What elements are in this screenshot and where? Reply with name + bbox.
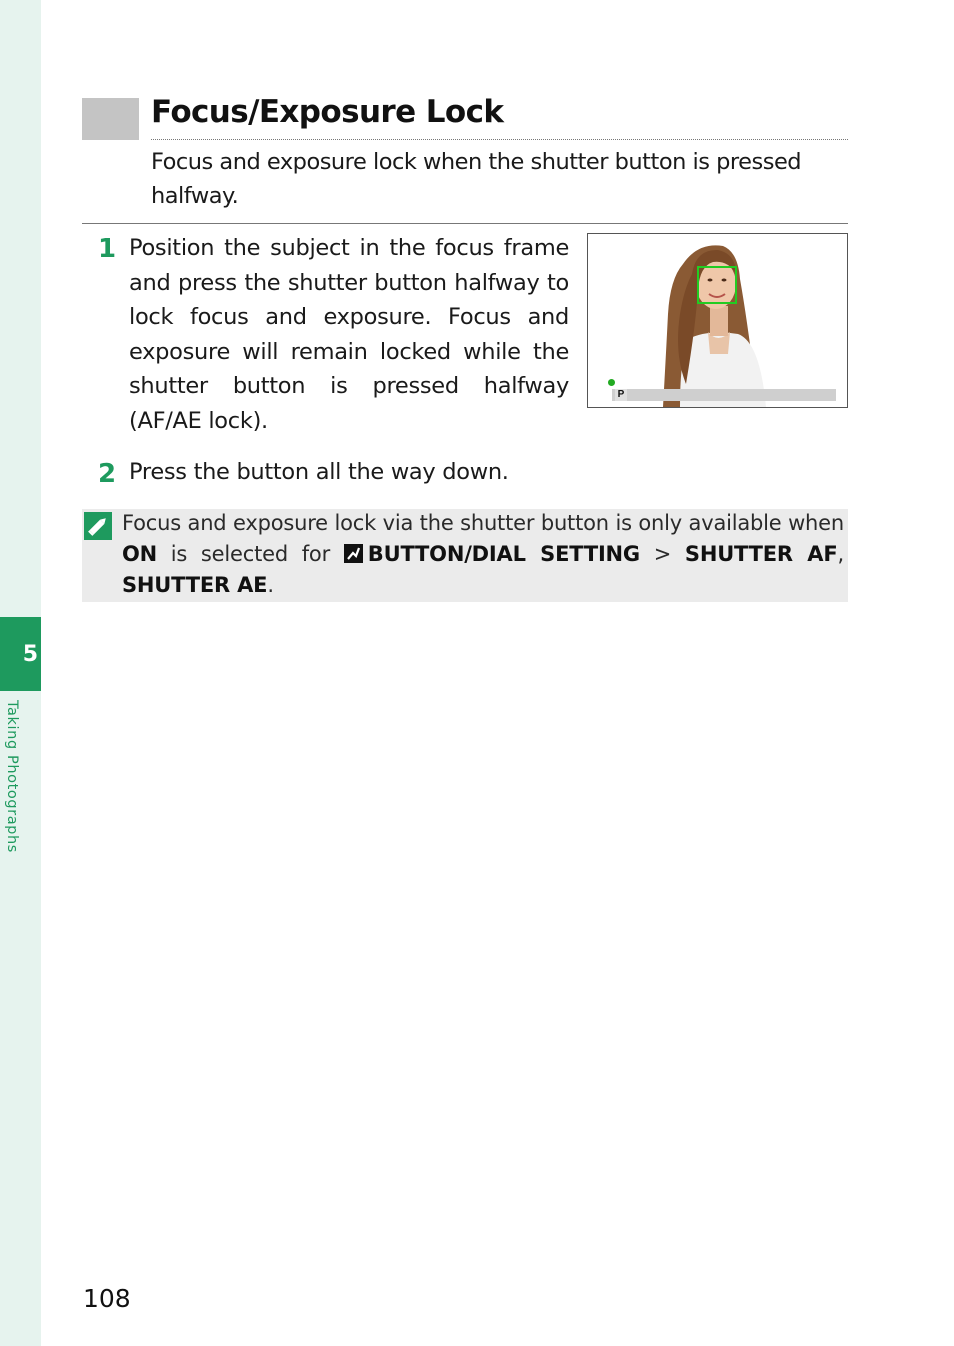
note-pencil-icon bbox=[84, 512, 112, 540]
heading-marker bbox=[82, 98, 139, 140]
note-option-shutter-ae: SHUTTER AE bbox=[122, 573, 268, 597]
woman-portrait-image bbox=[588, 234, 847, 407]
note-text-part: is selected for bbox=[157, 542, 344, 566]
note-menu-name: BUTTON/DIAL SETTING bbox=[367, 542, 640, 566]
note-option-shutter-af: SHUTTER AF bbox=[684, 542, 838, 566]
focus-indicator-dot bbox=[608, 379, 615, 386]
note-option-on: ON bbox=[122, 542, 158, 566]
step-1-text: Position the subject in the focus frame and press the shutter button halfway to lock focus and exposure. Focus and exposure will remain locked while the shutter button is pressed halfway (AF/AE lock). bbox=[129, 235, 569, 434]
section-divider bbox=[82, 223, 848, 224]
step-2-number: 2 bbox=[98, 459, 117, 489]
chapter-tab bbox=[0, 617, 41, 691]
note-text-part: . bbox=[267, 573, 274, 597]
focus-frame bbox=[697, 266, 737, 304]
title-divider bbox=[151, 139, 848, 140]
shooting-mode-label: P bbox=[615, 389, 627, 401]
chapter-number: 5 bbox=[22, 641, 38, 667]
setup-menu-icon bbox=[344, 544, 363, 563]
note-text-part: Focus and exposure lock via the shutter button is only available when bbox=[122, 511, 844, 535]
chapter-label: Taking Photographs bbox=[4, 700, 20, 853]
step-2-text: Press the button all the way down. bbox=[129, 459, 509, 485]
note-text bbox=[122, 508, 844, 601]
page-number: 108 bbox=[83, 1284, 131, 1313]
note-separator: , bbox=[837, 542, 844, 566]
viewfinder-illustration bbox=[587, 233, 848, 408]
page-title: Focus/Exposure Lock bbox=[151, 94, 504, 130]
note-separator: > bbox=[639, 542, 685, 566]
step-1-number: 1 bbox=[98, 234, 117, 264]
intro-text: Focus and exposure lock when the shutter button is pressed halfway. bbox=[151, 149, 802, 209]
